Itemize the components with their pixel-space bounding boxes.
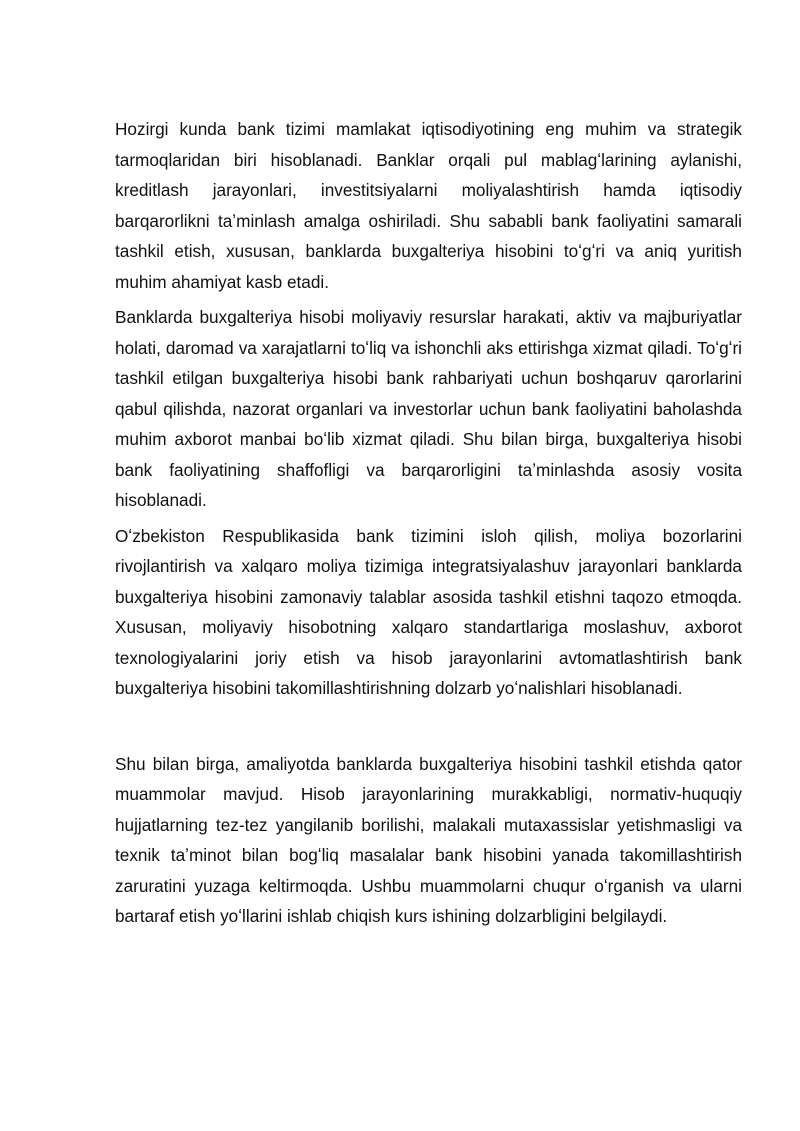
- paragraph-4: Shu bilan birga, amaliyotda banklarda buxgalteriya hisobini tashkil etishda qator muammolar mavjud. Hisob jarayonlarining murakkabligi, normativ-huquqiy hujjatlarning tez-tez yangilanib borilishi, malakali mutaxassislar yetishmasligi va texnik taʼminot bilan bogʻliq masalalar bank hisobini yanada takomillashtirish zaruratini yuzaga keltirmoqda. Ushbu muammolarni chuqur oʻrganish va ularni bartaraf etish yoʻllarini ishlab chiqish kurs ishining dolzarbligini belgilaydi.: [115, 753, 742, 926]
- paragraph-3: Oʻzbekiston Respublikasida bank tizimini isloh qilish, moliya bozorlarini rivojlantirish va xalqaro moliya tizimiga integratsiyalashuv jarayonlari banklarda buxgalteriya hisobini zamonaviy talablar asosida tashkil etishni taqozo etmoqda. Xususan, moliyaviy hisobotning xalqaro standartlariga moslashuv, axborot texnologiyalarini joriy etish va hisob jarayonlarini avtomatlashtirish bank buxgalteriya hisobini takomillashtirishning dolzarb yoʻnalishlari hisoblanadi.: [115, 525, 742, 698]
- paragraph-2: Banklarda buxgalteriya hisobi moliyaviy resurslar harakati, aktiv va majburiyatlar holati, daromad va xarajatlarni toʻliq va ishonchli aks ettirishga xizmat qiladi. Toʻgʻri tashkil etilgan buxgalteriya hisobi bank rahbariyati uchun boshqaruv qarorlarini qabul qilishda, nazorat organlari va investorlar uchun bank faoliyatini baholashda muhim axborot manbai boʻlib xizmat qiladi. Shu bilan birga, buxgalteriya hisobi bank faoliyatining shaffofligi va barqarorligini taʼminlashda asosiy vosita hisoblanadi.: [115, 307, 742, 510]
- document-body: [115, 114, 742, 937]
- paragraph-1: Hozirgi kunda bank tizimi mamlakat iqtisodiyotining eng muhim va strategik tarmoqlaridan biri hisoblanadi. Banklar orqali pul mablagʻlarining aylanishi, kreditlash jarayonlari, investitsiyalarni moliyalashtirish hamda iqtisodiy barqarorlikni taʼminlash amalga oshiriladi. Shu sababli bank faoliyatini samarali tashkil etish, xususan, banklarda buxgalteriya hisobini toʻgʻri va aniq yuritish muhim ahamiyat kasb etadi.: [115, 119, 742, 292]
